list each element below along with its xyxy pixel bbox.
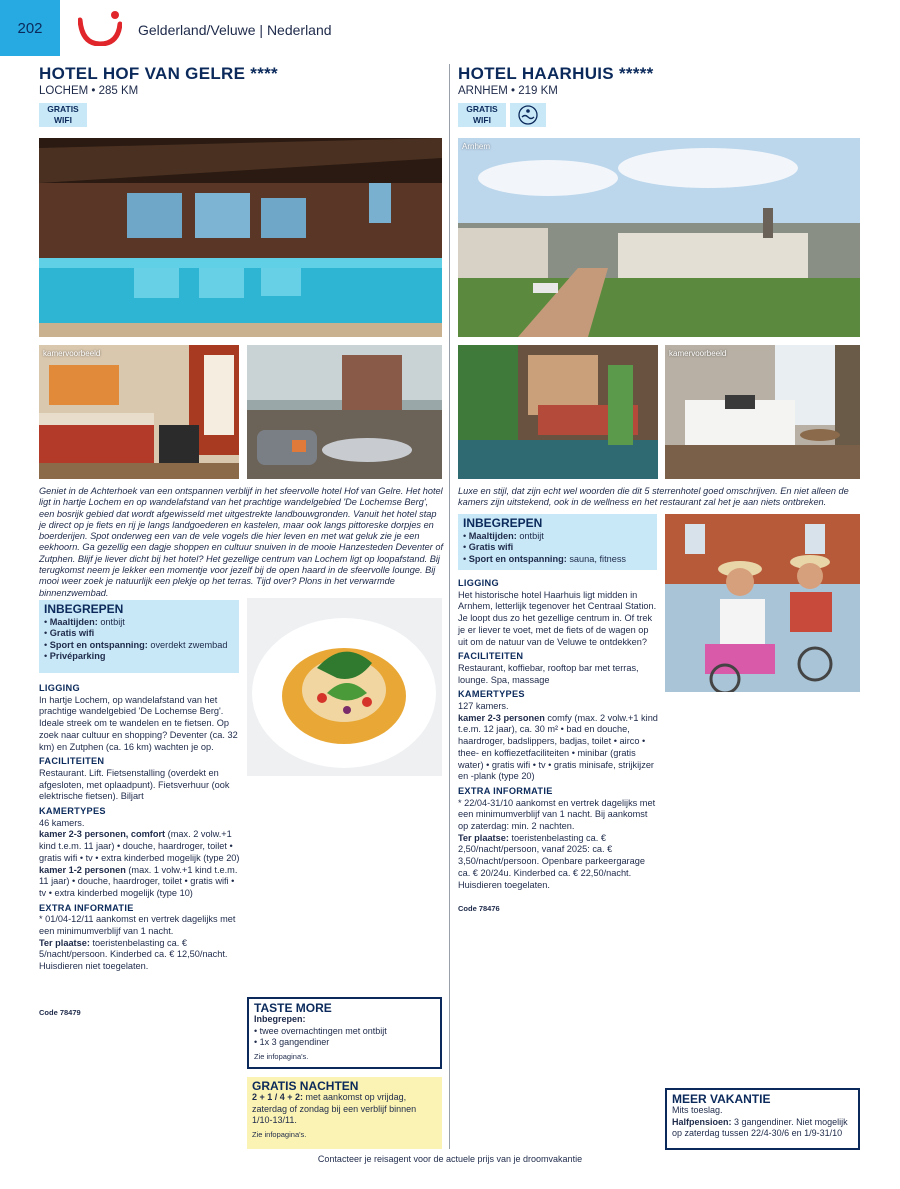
hotel-stars: ****	[250, 64, 278, 83]
on-site-costs: Ter plaatse: toeristenbelasting ca. € 2,50/nacht/persoon, vanaf 2025: ca. € 3,50/nacht/persoon. Openbare parkeergarage ca. € 20/24u. Kinderbed ca. € 22,50/nacht. Huisdieren toegelaten.	[458, 832, 645, 890]
taste-more-heading: TASTE MORE	[254, 1001, 332, 1015]
hotel-title	[458, 64, 862, 84]
hotel-hof-van-gelre	[39, 64, 443, 127]
free-wifi-badge: GRATIS WIFI	[39, 103, 87, 127]
intro-text: Geniet in de Achterhoek van een ontspannen verblijf in het sfeervolle hotel Hof van Gelre. Het hotel ligt in hartje Lochem en op wandelafstand van het prachtige wandelgebied 'De Lochemse Berg', een bosrijk gebied dat wordt afgewisseld met uitgestrekte landbouwgronden. Vanuit het hotel stap je direct op je fiets en rij je langs landgoederen en kastelen, maar ook langs pittoreske dorpjes en boerderijen. Spot onderweg een van de vele vogels die hier leven en met wat geluk zie je een eekhoorn. Ga gezellig een dagje shoppen en cultuur snuiven in de mooie Hanzesteden Deventer of Zutphen. Blijf je liever dicht bij het hotel? Het gezellige centrum van Lochem ligt op loopafstand. Bij terugkomst neem je lekker een momentje voor jezelf bij de open haard in de sfeervolle lounge. Bij mooi weer zoek je natuurlijk een plekje op het terras. Tijd over? Plons in het verwarmde binnenzwembad.	[39, 486, 444, 598]
cyclists-photo	[665, 514, 860, 692]
included-heading: INBEGREPEN	[44, 602, 124, 616]
location-heading: LIGGING	[458, 578, 499, 588]
free-nights-box	[247, 1077, 442, 1149]
hotel-details-left	[39, 680, 242, 973]
room-type: kamer 1-2 personen (max. 1 volw.+1 kind t.e.m. 11 jaar) • douche, haardroger, toilet • gratis wifi • tv • extra kinderbed mogelijk (type 10)	[39, 864, 238, 898]
included-box	[39, 600, 239, 673]
included-item: • Maaltijden: ontbijt	[463, 530, 544, 541]
restaurant-photo	[458, 345, 658, 479]
hotel-title	[39, 64, 443, 84]
food-photo	[247, 598, 442, 776]
footer-note: Contacteer je reisagent voor de actuele prijs van je droomvakantie	[317, 1154, 583, 1164]
facilities-text: Restaurant. Lift. Fietsenstalling (overdekt en afgesloten, met oplaadpunt). Fietsverhuur (ook elektrische fietsen). Biljart	[39, 767, 230, 802]
room-photo	[665, 345, 860, 479]
hotel-haarhuis	[458, 64, 862, 127]
product-code: Code 78476	[458, 904, 500, 913]
hotel-name: HOTEL HOF VAN GELRE	[39, 64, 246, 83]
region-breadcrumb: Gelderland/Veluwe | Nederland	[138, 22, 332, 38]
half-board-text: Halfpensioen: 3 gangendiner. Niet mogelijk op zaterdag tussen 22/4-30/6 en 1/9-31/10	[672, 1116, 848, 1138]
taste-more-item: • twee overnachtingen met ontbijt	[254, 1025, 387, 1036]
included-heading: INBEGREPEN	[463, 516, 543, 530]
extra-info-text: * 22/04-31/10 aankomst en vertrek dagelijks met een minimumverblijf van 1 nacht. Bij aankomst op zaterdag: min. 2 nachten.	[458, 797, 656, 832]
page-number: 202	[0, 0, 60, 56]
free-nights-heading: GRATIS NACHTEN	[252, 1079, 359, 1093]
included-item: • Privéparking	[44, 651, 106, 661]
included-item: • Sport en ontspanning: sauna, fitness	[463, 553, 627, 564]
room-type: kamer 2-3 personen comfy (max. 2 volw.+1 kind t.e.m. 12 jaar), ca. 30 m² • bad en douche, haardroger, badslippers, badjas, toilet • airco • thee- en koffiezetfaciliteiten • minibar (gratis water) • gratis wifi • tv • gratis minisafe, strijkijzer en -plank (type 20)	[458, 712, 658, 782]
included-item: • Sport en ontspanning: overdekt zwembad	[44, 639, 228, 650]
room-photo-caption: kamervoorbeeld	[43, 349, 101, 358]
included-item: • Gratis wifi	[44, 628, 95, 638]
room-type: kamer 2-3 personen, comfort (max. 2 volw.+1 kind t.e.m. 11 jaar) • douche, haardroger, toilet • gratis wifi • tv • extra kinderbed mogelijk (type 20)	[39, 829, 240, 863]
facilities-heading: FACILITEITEN	[39, 756, 105, 767]
location-text: In hartje Lochem, op wandelafstand van het prachtige wandelgebied 'De Lochemse Berg'. Ideale streek om te wandelen en te fietsen. Op zoek naar cultuur en shopping? Deventer (ca. 32 km) en Zutphen (ca. 16 km) wachten je op.	[39, 694, 238, 752]
product-code: Code 78479	[39, 1008, 81, 1017]
free-wifi-badge: GRATIS WIFI	[458, 103, 506, 127]
room-types-heading: KAMERTYPES	[458, 689, 525, 700]
hotel-stars: *****	[618, 64, 654, 83]
tui-logo	[78, 10, 122, 46]
taste-more-item: • 1x 3 gangendiner	[254, 1036, 330, 1047]
intro-text: Luxe en stijl, dat zijn echt wel woorden die dit 5 sterrenhotel goed omschrijven. En niet alleen de kamers zijn uitstekend, ook in de wellness en het restaurant zal het je aan niets ontbreken.	[458, 486, 849, 508]
taste-more-box	[247, 997, 442, 1069]
extra-info-heading: EXTRA INFORMATIE	[39, 902, 134, 913]
room-photo	[39, 345, 239, 479]
on-site-costs: Ter plaatse: toeristenbelasting ca. € 5/nacht/persoon. Kinderbed ca. € 12,50/nacht. Huisdieren niet toegelaten.	[39, 937, 228, 972]
hotel-name: HOTEL HAARHUIS	[458, 64, 614, 83]
hotel-location: ARNHEM • 219 KM	[458, 85, 558, 97]
terrace-photo	[247, 345, 442, 479]
room-count: 46 kamers.	[39, 817, 85, 828]
pool-photo	[39, 138, 442, 337]
extra-info-text: * 01/04-12/11 aankomst en vertrek dagelijks met een minimumverblijf van 1 nacht.	[39, 914, 236, 937]
hotel-location: LOCHEM • 285 KM	[39, 85, 139, 97]
location-text: Het historische hotel Haarhuis ligt midden in Arnhem, letterlijk tegenover het Centraal Station. Je loopt dus zo het gezellige centrum in. Of trek je er liever te voet, met de fiets of de wagen op uit om de natuur van de Veluwe te ontdekken?	[458, 589, 657, 647]
city-photo	[458, 138, 860, 337]
more-holiday-heading: MEER VAKANTIE	[672, 1092, 771, 1106]
room-types-heading: KAMERTYPES	[39, 806, 106, 817]
taste-more-sub: Inbegrepen:	[254, 1014, 306, 1025]
hotel-details-right	[458, 575, 659, 891]
free-nights-note: Zie infopagina's.	[252, 1130, 307, 1140]
included-box	[458, 514, 657, 570]
free-nights-text: 2 + 1 / 4 + 2: met aankomst op vrijdag, zaterdag of zondag bij een verblijf binnen 1/10-13/11.	[252, 1092, 417, 1125]
included-item: • Maaltijden: ontbijt	[44, 616, 125, 627]
location-heading: LIGGING	[39, 683, 80, 693]
column-divider	[449, 64, 450, 1149]
room-photo-caption: kamervoorbeeld	[669, 349, 727, 358]
more-holiday-box	[665, 1088, 860, 1150]
facilities-text: Restaurant, koffiebar, rooftop bar met terras, lounge. Spa, massage	[458, 662, 639, 685]
wellness-icon	[510, 103, 546, 127]
facilities-heading: FACILITEITEN	[458, 651, 524, 662]
city-photo-caption: Arnhem	[462, 142, 491, 151]
extra-info-heading: EXTRA INFORMATIE	[458, 785, 553, 796]
included-item: • Gratis wifi	[463, 542, 514, 552]
room-count: 127 kamers.	[458, 701, 509, 712]
more-holiday-line: Mits toeslag.	[672, 1105, 723, 1116]
taste-more-note: Zie infopagina's.	[254, 1052, 309, 1062]
